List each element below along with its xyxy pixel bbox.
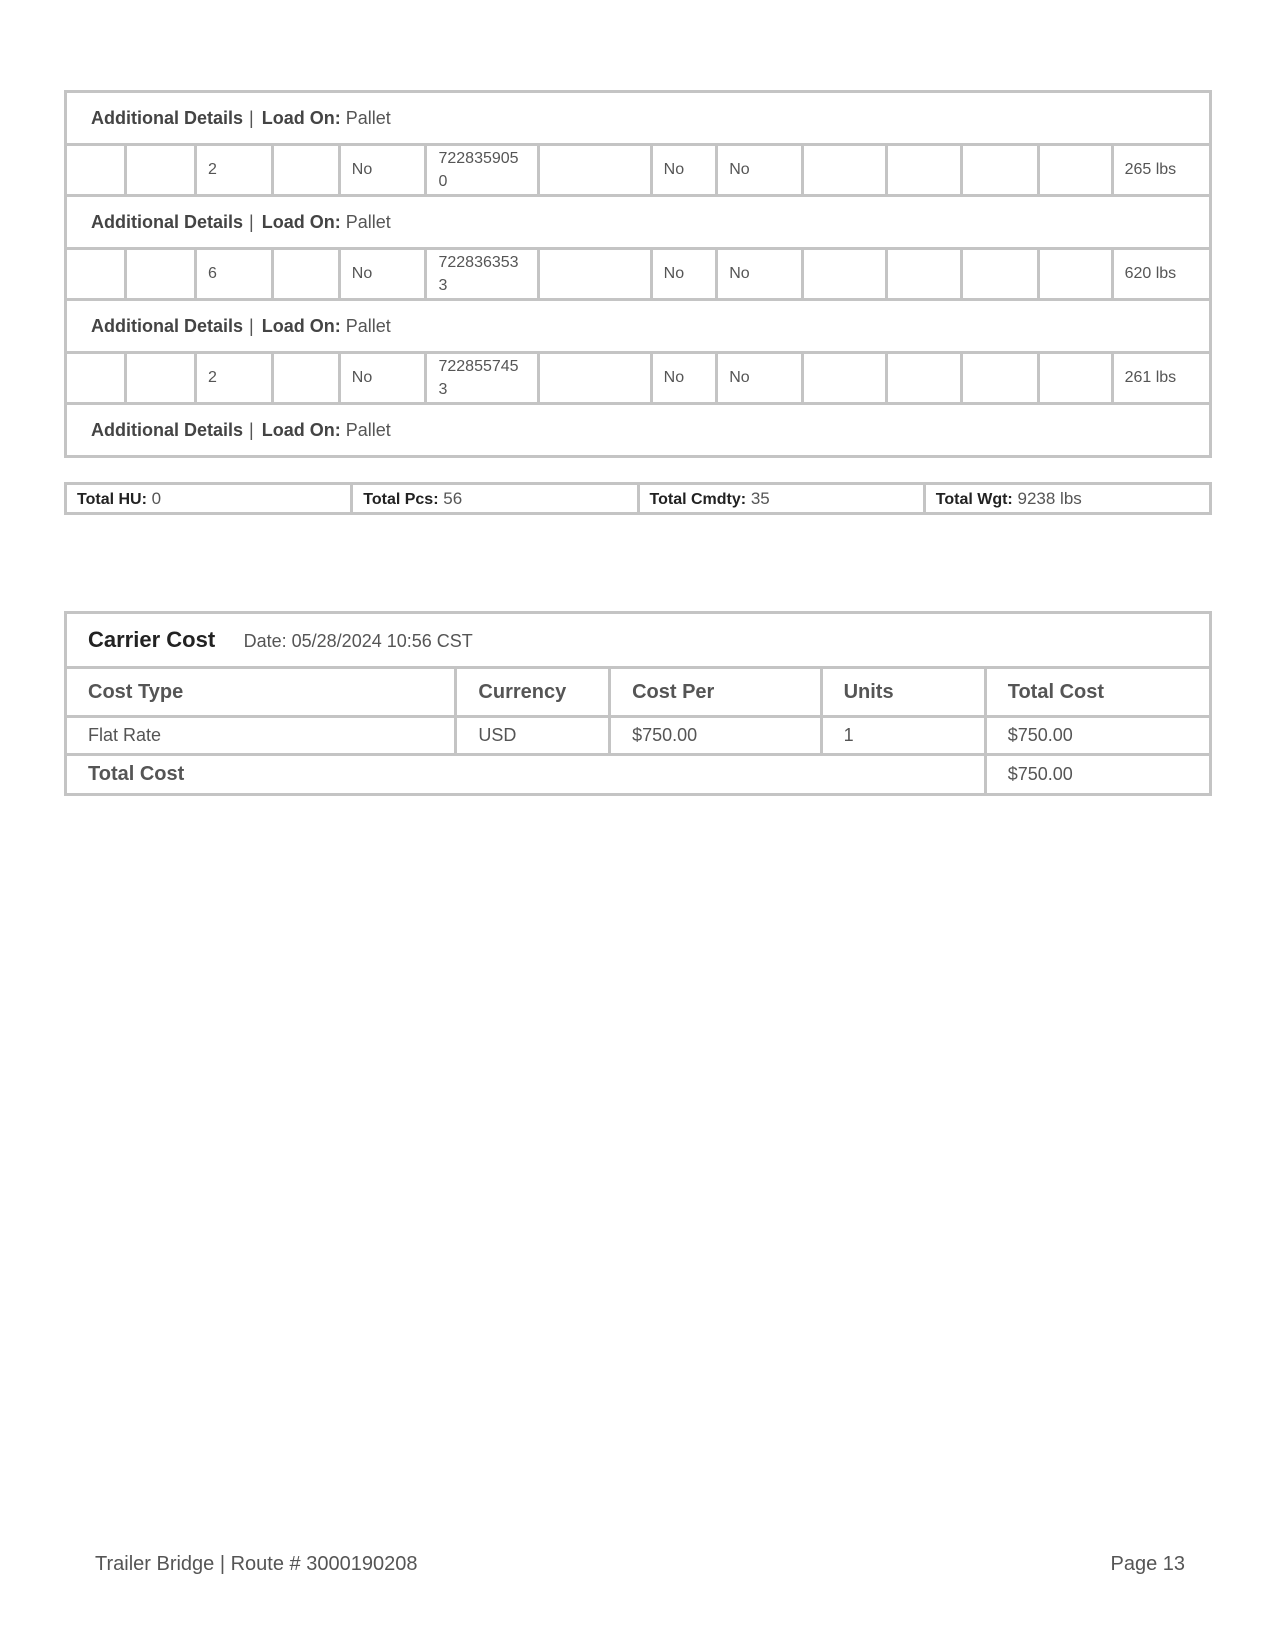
commodity-cell: No: [339, 353, 426, 404]
commodity-cell: [802, 145, 887, 196]
load-on-label: Load On:: [261, 107, 341, 128]
commodity-cell: [802, 353, 887, 404]
column-header: Cost Per: [610, 668, 822, 717]
commodity-cell: 7228363533: [426, 249, 538, 300]
load-on-value: Pallet: [345, 419, 391, 440]
total-cell: [66, 484, 352, 514]
column-header: Total Cost: [985, 668, 1210, 717]
detail-separator: |: [249, 211, 254, 232]
load-on-value: Pallet: [345, 315, 391, 336]
commodity-totals: [64, 482, 1212, 515]
commodity-cell: [962, 249, 1038, 300]
total-value: 56: [443, 488, 463, 508]
additional-details-row: [66, 404, 1211, 457]
additional-details-label: Additional Details: [91, 211, 244, 232]
total-cell: [924, 484, 1210, 514]
cost-row: [66, 717, 1211, 755]
commodity-item-row: [66, 145, 1211, 196]
commodity-cell: [962, 145, 1038, 196]
column-header: Units: [821, 668, 985, 717]
commodity-cell: 7228359050: [426, 145, 538, 196]
additional-details-row: [66, 300, 1211, 353]
total-label: Total Wgt:: [935, 490, 1013, 508]
load-on-label: Load On:: [261, 211, 341, 232]
column-header: Currency: [456, 668, 610, 717]
additional-details-row: [66, 196, 1211, 249]
commodity-cell: 265 lbs: [1112, 145, 1210, 196]
commodity-cell: No: [651, 145, 717, 196]
detail-separator: |: [249, 107, 254, 128]
total-label: Total HU:: [77, 490, 147, 508]
commodity-cell: [273, 249, 340, 300]
commodity-cell: [538, 353, 651, 404]
commodity-cell: 6: [196, 249, 273, 300]
total-value: 35: [750, 488, 770, 508]
commodity-cell: No: [717, 353, 803, 404]
commodity-cell: [66, 249, 126, 300]
commodity-cell: No: [717, 249, 803, 300]
total-label: Total Pcs:: [363, 490, 439, 508]
footer-page-number: Page 13: [1110, 1553, 1185, 1575]
load-on-value: Pallet: [345, 211, 391, 232]
commodity-cell: No: [339, 249, 426, 300]
commodity-item-row: [66, 249, 1211, 300]
carrier-cost-table: [64, 611, 1212, 796]
commodity-cell: [273, 353, 340, 404]
commodity-cell: [962, 353, 1038, 404]
commodity-cell: [1038, 249, 1112, 300]
column-header: Cost Type: [66, 668, 456, 717]
additional-details-label: Additional Details: [91, 315, 244, 336]
units-cell: 1: [821, 717, 985, 755]
total-value: 0: [151, 488, 162, 508]
additional-details-label: Additional Details: [91, 419, 244, 440]
commodity-cell: 7228557453: [426, 353, 538, 404]
commodity-cell: [126, 353, 196, 404]
commodity-table: [64, 90, 1212, 458]
carrier-cost-header: [66, 613, 1211, 668]
commodity-cell: 2: [196, 353, 273, 404]
additional-details-label: Additional Details: [91, 107, 244, 128]
carrier-cost-date: Date: 05/28/2024 10:56 CST: [243, 631, 473, 651]
cost-total-label: Total Cost: [66, 755, 986, 795]
commodity-cell: No: [651, 249, 717, 300]
total-cell: [638, 484, 924, 514]
commodity-cell: [273, 145, 340, 196]
commodity-cell: [1038, 353, 1112, 404]
cost-total-value: $750.00: [985, 755, 1210, 795]
load-on-label: Load On:: [261, 419, 341, 440]
totals-row: [66, 484, 1211, 514]
cost-column-headers: [66, 668, 1211, 717]
commodity-cell: [887, 145, 962, 196]
commodity-cell: [66, 145, 126, 196]
commodity-cell: No: [651, 353, 717, 404]
load-on-label: Load On:: [261, 315, 341, 336]
total-cell: [352, 484, 638, 514]
commodity-cell: [66, 353, 126, 404]
commodity-cell: [1038, 145, 1112, 196]
cost-type-cell: Flat Rate: [66, 717, 456, 755]
total-cost-cell: $750.00: [985, 717, 1210, 755]
commodity-cell: [126, 145, 196, 196]
commodity-cell: 620 lbs: [1112, 249, 1210, 300]
total-label: Total Cmdty:: [649, 490, 747, 508]
commodity-rows: [66, 92, 1211, 457]
commodity-cell: [887, 353, 962, 404]
footer-route: Trailer Bridge | Route # 3000190208: [95, 1553, 418, 1575]
currency-cell: USD: [456, 717, 610, 755]
cost-total-row: [66, 755, 1211, 795]
cost-per-cell: $750.00: [610, 717, 822, 755]
commodity-cell: 2: [196, 145, 273, 196]
commodity-cell: No: [717, 145, 803, 196]
commodity-cell: [802, 249, 887, 300]
total-value: 9238 lbs: [1017, 488, 1082, 508]
additional-details-row: [66, 92, 1211, 145]
commodity-cell: 261 lbs: [1112, 353, 1210, 404]
commodity-cell: [538, 249, 651, 300]
commodity-cell: [538, 145, 651, 196]
detail-separator: |: [249, 419, 254, 440]
commodity-item-row: [66, 353, 1211, 404]
commodity-cell: [126, 249, 196, 300]
commodity-cell: No: [339, 145, 426, 196]
commodity-cell: [887, 249, 962, 300]
detail-separator: |: [249, 315, 254, 336]
load-on-value: Pallet: [345, 107, 391, 128]
carrier-cost-title: Carrier Cost: [88, 627, 216, 652]
